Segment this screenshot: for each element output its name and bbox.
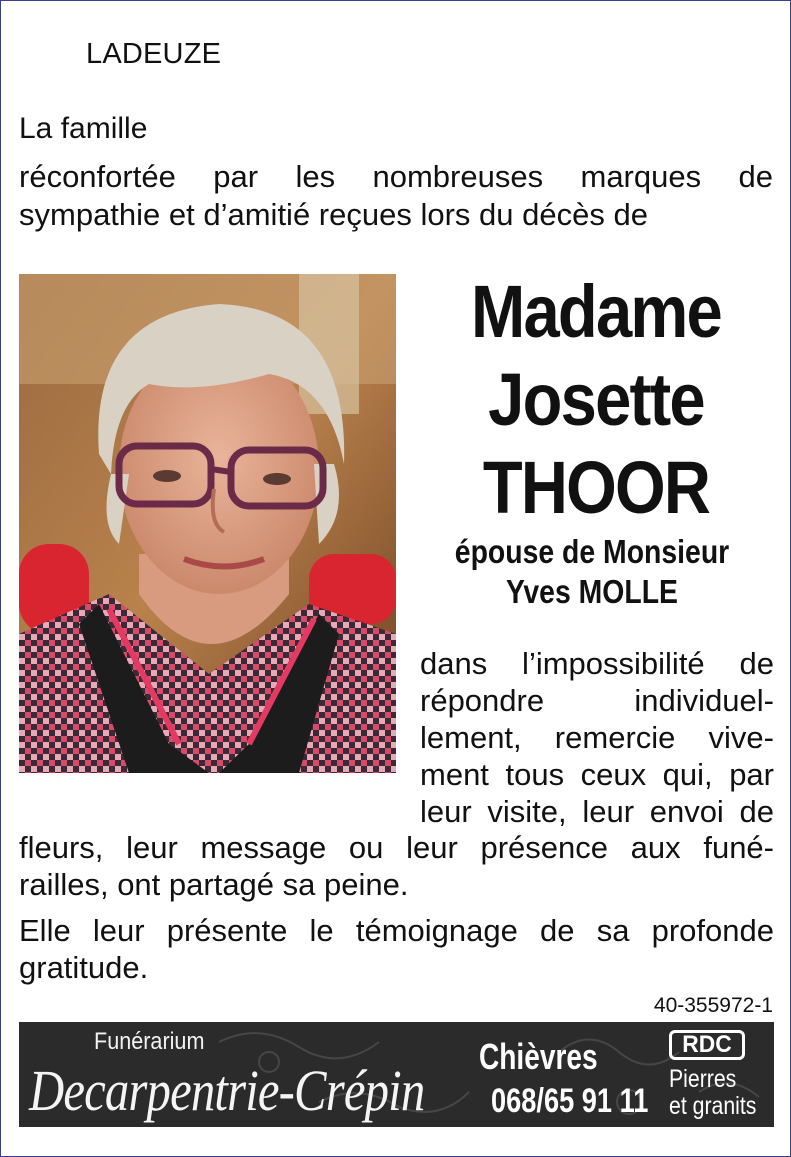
message-line: leur visite, leur envoi de	[420, 794, 774, 829]
intro-line-1: réconfortée par les nombreuses marques de	[19, 159, 773, 194]
gratitude-text	[19, 912, 774, 986]
funeral-home-banner	[19, 1022, 774, 1127]
rdc-logo-text: RDC	[682, 1031, 732, 1058]
spouse-line-1: épouse de Monsieur	[454, 533, 730, 570]
message-column	[420, 645, 774, 830]
spouse-info	[435, 532, 748, 612]
banner-tagline	[669, 1066, 756, 1120]
spouse-line-2: Yves MOLLE	[506, 573, 678, 610]
name-last: THOOR	[482, 446, 710, 529]
intro-line-2: sympathie et d’amitié reçues lors du décès de	[19, 197, 648, 232]
reference-number: 40-355972-1	[653, 994, 773, 1017]
tagline-line-1: Pierres	[669, 1065, 737, 1093]
portrait-photo	[19, 274, 396, 773]
message-line: ment tous ceux qui, par	[420, 757, 774, 792]
banner-label: Funérarium	[94, 1028, 205, 1055]
intro-text	[19, 158, 773, 234]
message-line: répondre individuel-	[420, 683, 774, 718]
rdc-logo	[669, 1030, 745, 1060]
message-line: fleurs, leur message ou leur présence aux funé-	[19, 830, 774, 865]
intro-family: La famille	[19, 112, 148, 145]
town-name: LADEUZE	[86, 38, 222, 70]
gratitude-line: gratitude.	[19, 950, 149, 985]
gratitude-line: Elle leur présente le témoignage de sa profonde	[19, 913, 774, 948]
banner-city: Chièvres	[479, 1036, 598, 1077]
funeral-home-name: Decarpentrie-Crépin	[29, 1058, 425, 1123]
message-line: dans l’impossibilité de	[420, 646, 774, 681]
banner-phone: 068/65 91 11	[491, 1082, 649, 1120]
deceased-name	[439, 268, 752, 532]
name-title: Madame	[470, 270, 722, 353]
message-line: railles, ont partagé sa peine.	[19, 867, 409, 902]
name-first: Josette	[488, 358, 704, 441]
tagline-line-2: et granits	[669, 1092, 757, 1120]
message-continued	[19, 829, 774, 903]
message-line: lement, remercie vive-	[420, 720, 774, 755]
